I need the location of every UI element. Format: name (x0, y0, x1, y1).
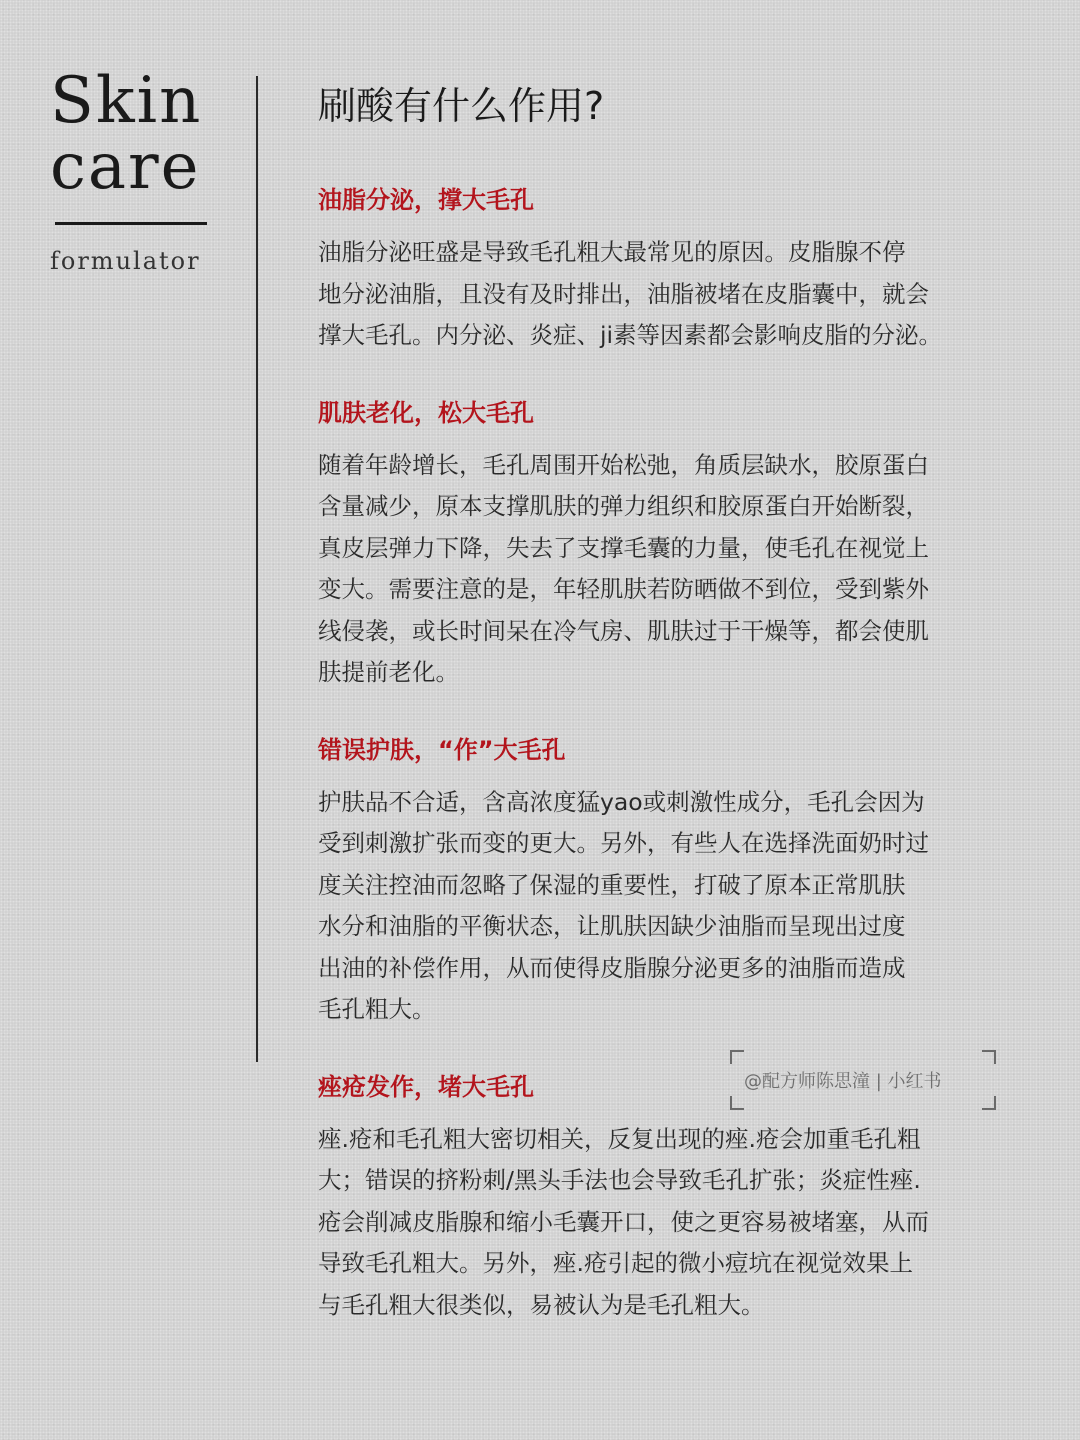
brand-line-skin: Skin (50, 64, 203, 138)
section-heading: 痤疮发作，堵大毛孔 (318, 1072, 534, 1101)
page-title: 刷酸有什么作用? (318, 84, 605, 128)
brand-line-care: care (50, 130, 201, 204)
section-body: 随着年龄增长，毛孔周围开始松弛，角质层缺水，胶原蛋白 含量减少，原本支撑肌肤的弹力组织和胶原蛋白开始断裂， 真皮层弹力下降，失去了支撑毛囊的力量，使毛孔在视觉上 变大。需要注意的是，年轻肌肤若防晒做不到位，受到紫外 线侵袭，或长时间呆在冷气房、肌肤过于干燥等，都会使肌 肤提前老化。 (318, 450, 929, 686)
article-content (318, 80, 1018, 1364)
section-heading: 肌肤老化，松大毛孔 (318, 398, 534, 427)
watermark-corner (982, 1050, 996, 1064)
watermark-corner (730, 1050, 744, 1064)
vertical-divider (256, 76, 258, 1062)
watermark (730, 1050, 996, 1110)
section-wrong-care (318, 732, 1018, 1031)
brand-subtitle: formulator (50, 247, 201, 275)
section-body: 油脂分泌旺盛是导致毛孔粗大最常见的原因。皮脂腺不停 地分泌油脂，且没有及时排出，油脂被堵在皮脂囊中，就会 撑大毛孔。内分泌、炎症、ji素等因素都会影响皮脂的分泌。 (318, 238, 943, 349)
section-body: 痤.疮和毛孔粗大密切相关，反复出现的痤.疮会加重毛孔粗 大；错误的挤粉刺/黑头手法也会导致毛孔扩张；炎症性痤. 疮会削减皮脂腺和缩小毛囊开口，使之更容易被堵塞，从而 导致毛孔粗大。另外，痤.疮引起的微小痘坑在视觉效果上 与毛孔粗大很类似，易被认为是毛孔粗大。 (318, 1124, 929, 1319)
watermark-corner (730, 1096, 744, 1110)
brand-logo (50, 64, 210, 275)
section-heading: 错误护肤，“作”大毛孔 (318, 735, 566, 764)
section-body: 护肤品不合适，含高浓度猛yao或刺激性成分，毛孔会因为 受到刺激扩张而变的更大。另外，有些人在选择洗面奶时过 度关注控油而忽略了保湿的重要性，打破了原本正常肌肤 水分和油脂的平衡状态，让肌肤因缺少油脂而呈现出过度 出油的补偿作用，从而使得皮脂腺分泌更多的油脂而造成 毛孔粗大。 (318, 787, 929, 1023)
brand-rule (55, 222, 207, 225)
watermark-text: @配方师陈思潼 | 小红书 (744, 1071, 942, 1092)
watermark-corner (982, 1096, 996, 1110)
section-aging (318, 395, 1018, 694)
section-heading: 油脂分泌，撑大毛孔 (318, 186, 534, 214)
section-oil (318, 182, 1018, 357)
